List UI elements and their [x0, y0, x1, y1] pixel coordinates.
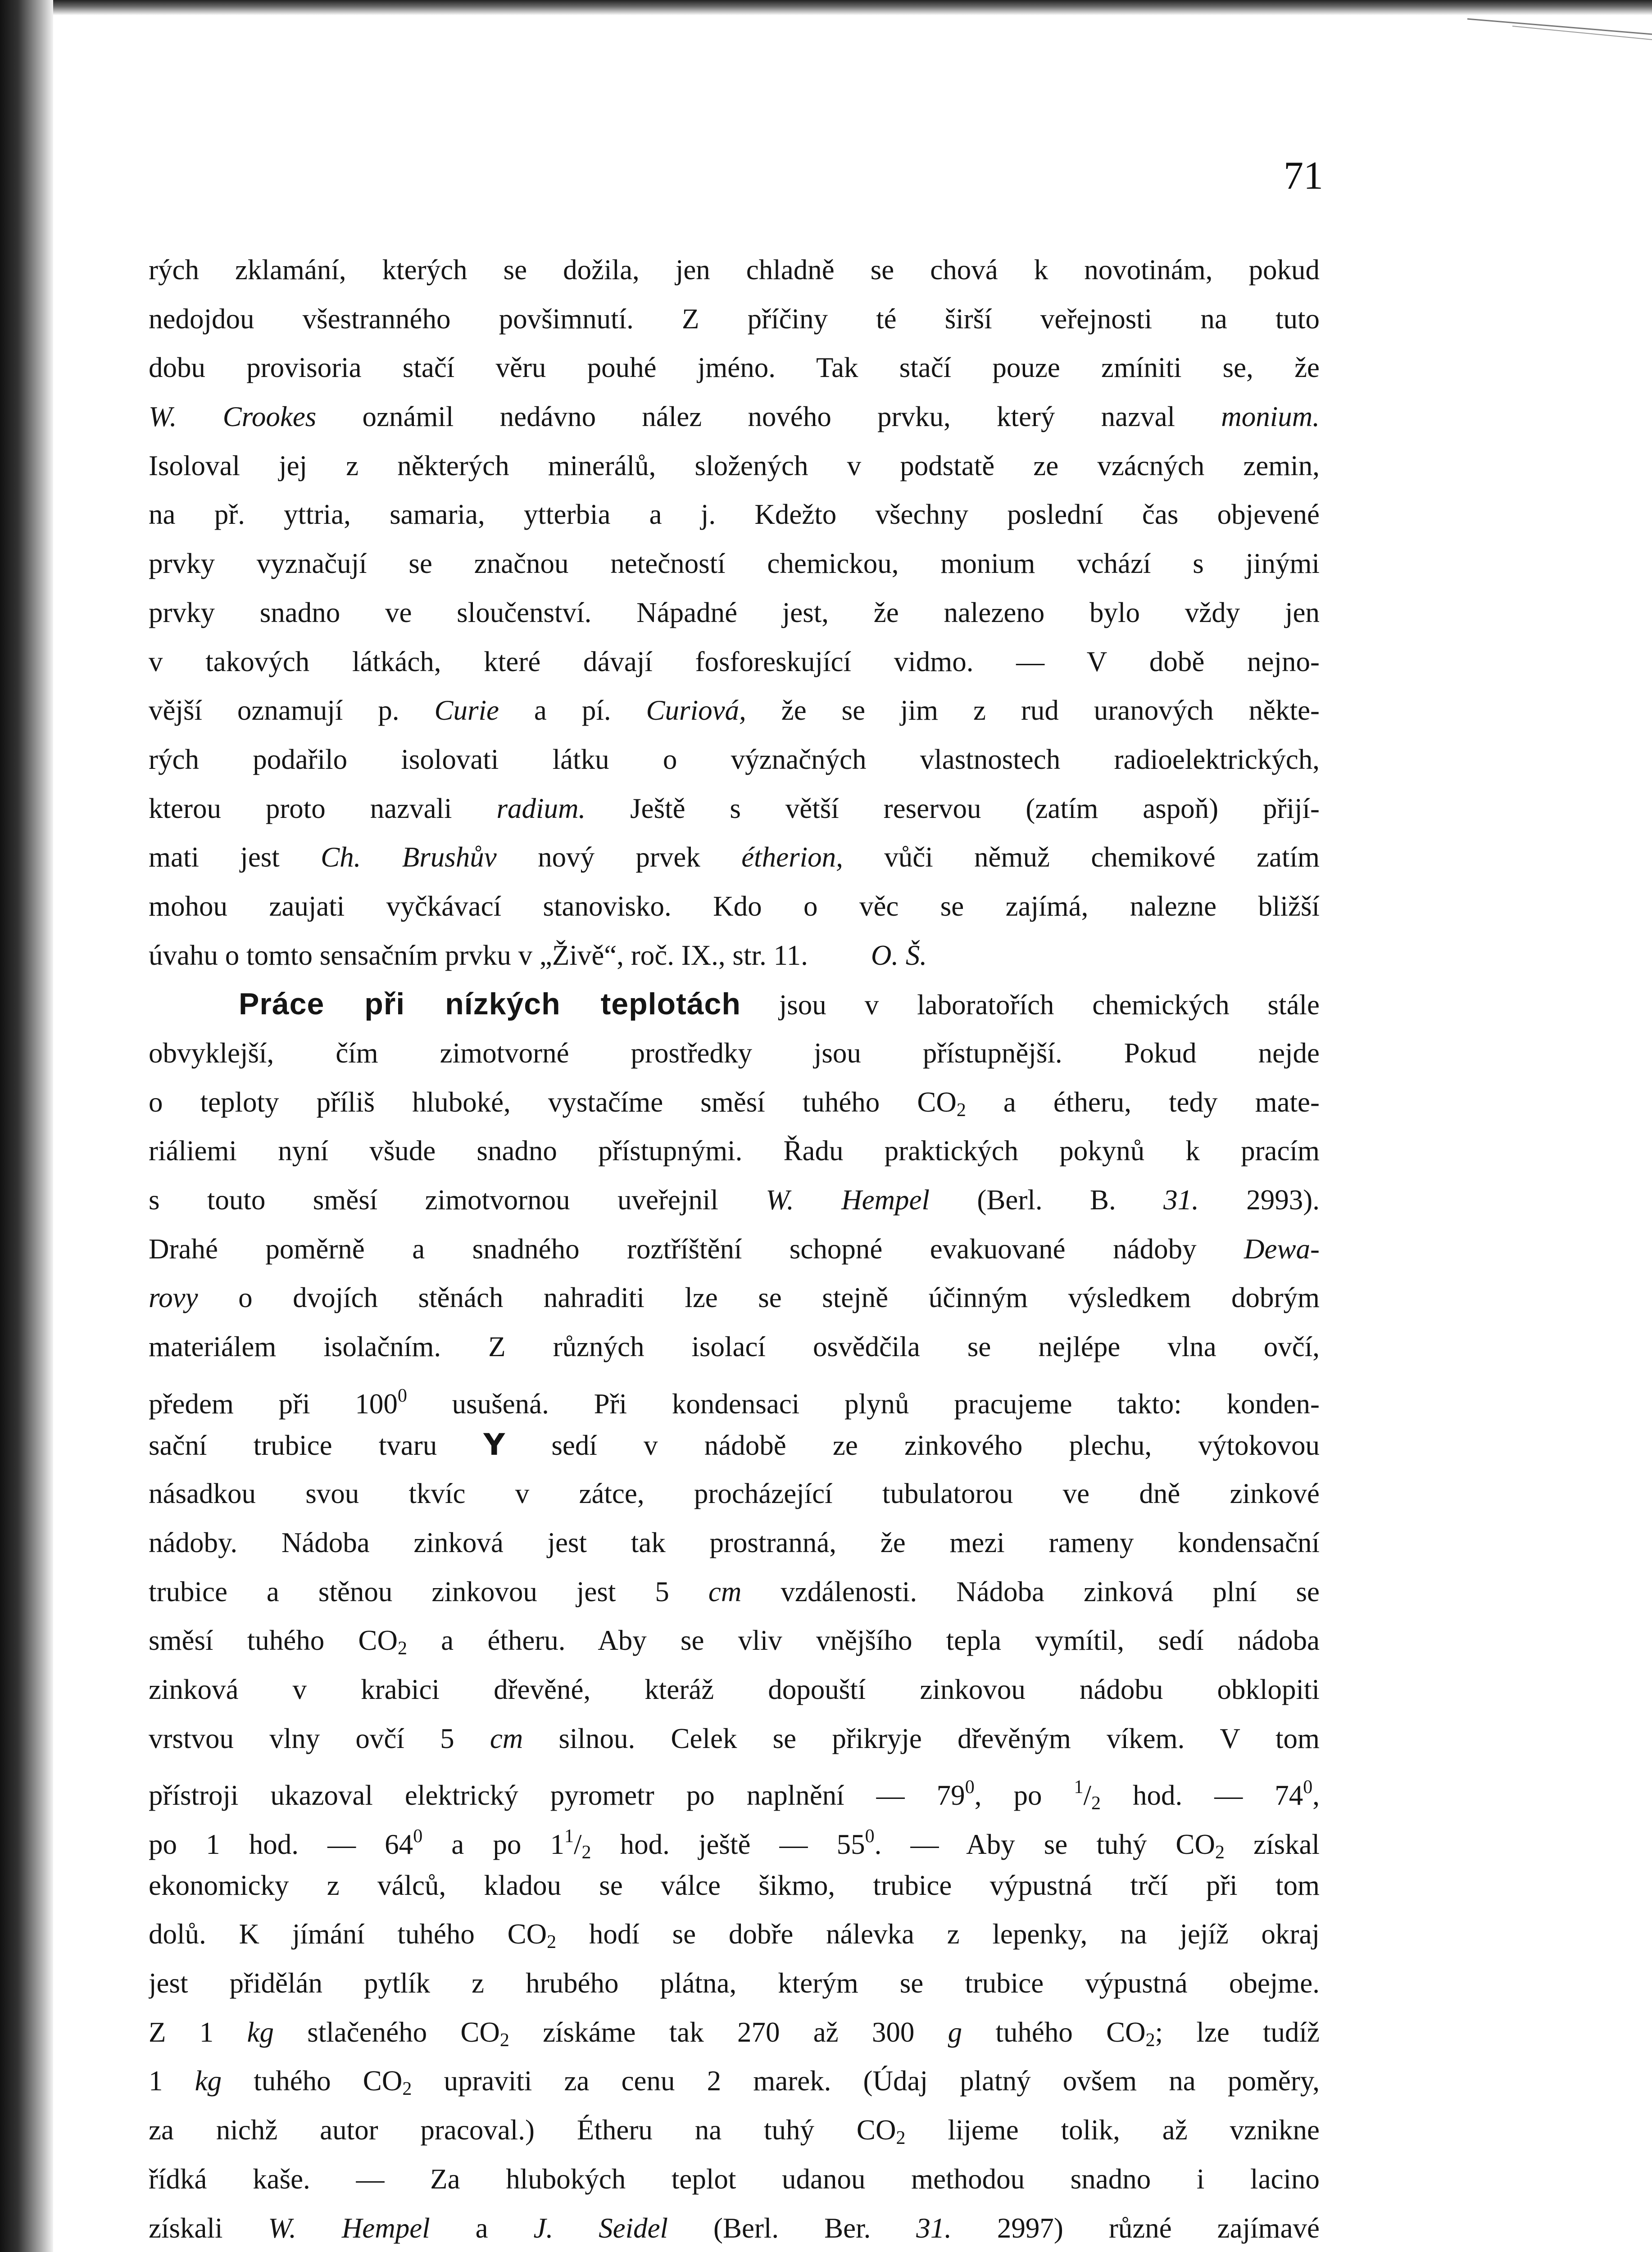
text-run: materiálem isolačním. Z různých isolací osvědčila se nejlépe vlna ovčí, [149, 1331, 1320, 1363]
text-run: 2 [1215, 1842, 1225, 1861]
text-run: na př. yttria, samaria, ytterbia a j. Kdežto všechny poslední čas objevené [149, 499, 1320, 531]
text-line [149, 1225, 1320, 1274]
text-run: étherion, [741, 841, 843, 873]
text-line [149, 686, 1320, 735]
text-run: 0 [965, 1777, 975, 1798]
text-run: o dvojích stěnách nahraditi lze se stejně účinným výsledkem dobrým [198, 1282, 1320, 1314]
text-run: 2 [397, 1638, 407, 1659]
scan-top-edge [53, 0, 1652, 15]
text-run: získal [1224, 1829, 1320, 1860]
text-line [149, 1126, 1320, 1176]
text-line [149, 931, 1320, 980]
text-run: a pí. [499, 695, 646, 726]
text-run: trubice a stěnou zinkovou jest 5 [149, 1575, 708, 1607]
text-run: rých podařilo isolovati látku o význačných vlastnostech radioelektrických, [149, 743, 1320, 775]
text-line [149, 1273, 1320, 1322]
text-run: , po [974, 1780, 1074, 1812]
text-run: nedojdou všestranného povšimnutí. Z příčiny té širší veřejnosti na tuto [149, 303, 1320, 335]
text-run: g [948, 2016, 962, 2048]
text-line [149, 1763, 1320, 1812]
text-run: v takových látkách, které dávají fosforeskující vidmo. — V době nejno- [149, 645, 1320, 677]
text-run: mohou zaujati vyčkávací stanovisko. Kdo o věc se zajímá, nalezne bližší [149, 890, 1320, 922]
text-line [149, 441, 1320, 490]
text-line [149, 1714, 1320, 1763]
text-line [149, 392, 1320, 441]
text-run: oznámil nedávno nález nového prvku, který nazval [316, 401, 1221, 433]
text-run: sační trubice tvaru [149, 1429, 484, 1461]
text-run: tuhého CO [222, 2065, 403, 2097]
text-run: jest přidělán pytlík z hrubého plátna, kterým se trubice výpustná obejme. [149, 1967, 1320, 1999]
text-run: předem při 100 [149, 1388, 398, 1420]
text-run: přístroji ukazoval elektrický pyrometr po naplnění — 79 [149, 1780, 965, 1812]
text-run: / [1083, 1780, 1091, 1812]
text-line [149, 1959, 1320, 2008]
text-run: Z 1 [149, 2016, 247, 2048]
text-run: / [573, 1829, 582, 1860]
text-run: dolů. K jímání tuhého CO [149, 1918, 547, 1950]
text-line [149, 1469, 1320, 1518]
text-run: vzdálenosti. Nádoba zinková plní se [741, 1575, 1320, 1607]
text-line [149, 1176, 1320, 1225]
text-run: Curiová, [646, 695, 746, 726]
text-run: nový prvek [496, 841, 742, 873]
text-run: řídká kaše. — Za hlubokých teplot udanou methodou snadno i lacino [149, 2163, 1320, 2195]
text-run: 0 [1303, 1777, 1313, 1798]
text-line [149, 1421, 1320, 1470]
text-run: rých zklamání, kterých se dožila, jen chladně se chová k novotinám, pokud [149, 254, 1320, 286]
body-text [149, 245, 1320, 2252]
text-line [149, 1371, 1320, 1421]
text-run: Isoloval jej z některých minerálů, složených v podstatě ze vzácných zemin, [149, 449, 1320, 481]
text-run: cm [490, 1722, 523, 1754]
text-run: rovy [149, 1282, 198, 1314]
text-run: s touto směsí zimotvornou uveřejnil [149, 1184, 766, 1216]
text-run: a [430, 2212, 534, 2244]
text-run: násadkou svou tkvíc v zátce, procházející tubulatorou ve dně zinkové [149, 1478, 1320, 1510]
text-run: 0 [413, 1826, 423, 1847]
text-run: úvahu o tomto sensačním prvku v „Živě“, roč. IX., str. 11. [149, 939, 808, 971]
text-run: 2 [896, 2128, 906, 2149]
text-run: Ch. Brushův [321, 841, 497, 873]
text-run: 2 [1145, 2030, 1155, 2051]
text-line [149, 980, 1320, 1029]
text-run: kterou proto nazvali [149, 792, 497, 824]
text-run: 2 [547, 1932, 557, 1953]
text-line [149, 2106, 1320, 2155]
text-run: dobu provisoria stačí věru pouhé jméno. Tak stačí pouze zmíniti se, že [149, 352, 1320, 384]
text-run: 31. [916, 2212, 952, 2244]
text-run: monium. [1221, 401, 1320, 433]
text-line [149, 882, 1320, 931]
text-run: a étheru. Aby se vliv vnějšího tepla vymítil, sedí nádoba [407, 1625, 1320, 1657]
text-run: obvyklejší, čím zimotvorné prostředky jsou přístupnější. Pokud nejde [149, 1037, 1320, 1069]
text-line [149, 539, 1320, 588]
text-run: ekonomicky z válců, kladou se válce šikmo, trubice výpustná trčí při tom [149, 1869, 1320, 1901]
text-line [149, 833, 1320, 882]
text-run: vrstvou vlny ovčí 5 [149, 1722, 490, 1754]
text-run: stlačeného CO [273, 2016, 500, 2048]
scan-corner-mark [1458, 15, 1652, 42]
text-run: zinková v krabici dřevěné, kteráž dopouští zinkovou nádobu obklopiti [149, 1673, 1320, 1705]
text-run: jsou v laboratořích chemických stále [740, 989, 1320, 1021]
text-run: cm [708, 1575, 742, 1607]
text-run: 31. [1163, 1184, 1199, 1216]
text-line [149, 588, 1320, 637]
text-run: a étheru, tedy mate- [966, 1086, 1320, 1118]
text-run: 0 [865, 1826, 875, 1847]
text-line [149, 1812, 1320, 1861]
text-line [149, 1078, 1320, 1127]
section-heading: Práce při nízkých teplotách [239, 987, 741, 1022]
text-line [149, 1910, 1320, 1959]
text-run: . — Aby se tuhý CO [874, 1829, 1215, 1860]
text-run: 2 [956, 1099, 966, 1121]
text-run: J. Seidel [533, 2212, 668, 2244]
text-line [149, 343, 1320, 392]
text-run: sedí v nádobě ze zinkového plechu, výtokovou [505, 1429, 1320, 1461]
text-run: usušená. Při kondensaci plynů pracujeme takto: konden- [407, 1388, 1320, 1420]
text-line [149, 735, 1320, 784]
scan-left-edge [0, 0, 53, 2252]
text-run: 2997) různé zajímavé [952, 2212, 1320, 2244]
text-run: 0 [397, 1385, 407, 1406]
text-run: vější oznamují p. [149, 695, 435, 726]
page-number: 71 [1284, 154, 1323, 198]
text-line [149, 2155, 1320, 2204]
text-run: kg [247, 2016, 274, 2048]
text-line [149, 490, 1320, 539]
text-run: 1 [149, 2065, 195, 2097]
text-run: W. Hempel [268, 2212, 430, 2244]
text-line [149, 1861, 1320, 1910]
text-line [149, 1322, 1320, 1371]
text-run: tuhého CO [962, 2016, 1146, 2048]
text-run: mati jest [149, 841, 321, 873]
text-run: prvky vyznačují se značnou netečností chemickou, monium vchází s jinými [149, 548, 1320, 580]
text-run: za nichž autor pracoval.) Étheru na tuhý CO [149, 2114, 896, 2146]
text-run: Curie [434, 695, 499, 726]
text-run: směsí tuhého CO [149, 1625, 398, 1657]
text-line [149, 245, 1320, 295]
text-run: W. Crookes [149, 401, 317, 433]
text-run: Dewa- [1244, 1233, 1320, 1265]
text-run: Y [483, 1427, 505, 1462]
text-run: prvky snadno ve sloučenství. Nápadné jest, že nalezeno bylo vždy jen [149, 596, 1320, 628]
text-line [149, 1616, 1320, 1665]
text-run: 2 [581, 1842, 591, 1861]
text-line [149, 1665, 1320, 1714]
text-run: že se jim z rud uranových někte- [746, 695, 1320, 726]
text-run: Drahé poměrně a snadného roztříštění schopné evakuované nádoby [149, 1233, 1244, 1265]
text-run: o teploty příliš hluboké, vystačíme směsí tuhého CO [149, 1086, 957, 1118]
text-run: 1 [1074, 1777, 1084, 1798]
text-line [149, 637, 1320, 686]
text-run: vůči němuž chemikové zatím [843, 841, 1320, 873]
text-run: získali [149, 2212, 268, 2244]
text-run: 2 [499, 2030, 509, 2051]
text-run: radium. [496, 792, 586, 824]
text-line [149, 2057, 1320, 2106]
text-line [149, 784, 1320, 833]
text-run: upraviti za cenu 2 marek. (Údaj platný ovšem na poměry, [412, 2065, 1320, 2097]
text-run: lijeme tolik, až vznikne [905, 2114, 1320, 2146]
text-run: silnou. Celek se přikryje dřevěným víkem. V tom [523, 1722, 1320, 1754]
text-run: a po 1 [422, 1829, 564, 1860]
text-run: nádoby. Nádoba zinková jest tak prostranná, že mezi rameny kondensační [149, 1526, 1320, 1558]
text-run: 2 [402, 2079, 412, 2100]
text-line [149, 1029, 1320, 1078]
text-run: W. Hempel [766, 1184, 930, 1216]
text-run: ; lze tudíž [1155, 2016, 1320, 2048]
text-run: (Berl. B. [930, 1184, 1164, 1216]
text-run: hod. — 74 [1100, 1780, 1303, 1812]
author-signature: O. Š. [871, 939, 927, 971]
text-run: 2993). [1198, 1184, 1320, 1216]
text-line [149, 1567, 1320, 1616]
text-run: (Berl. Ber. [668, 2212, 917, 2244]
text-run: získáme tak 270 až 300 [509, 2016, 948, 2048]
text-run: 2 [1091, 1793, 1101, 1812]
text-run: riáliemi nyní všude snadno přístupnými. Řadu praktických pokynů k pracím [149, 1135, 1320, 1167]
text-run: kg [195, 2065, 222, 2097]
text-line [149, 295, 1320, 344]
text-line [149, 1518, 1320, 1567]
text-run: hodí se dobře nálevka z lepenky, na jejíž okraj [556, 1918, 1320, 1950]
text-run: 1 [564, 1826, 574, 1847]
text-run: hod. ještě — 55 [591, 1829, 865, 1860]
text-run: Ještě s větší reservou (zatím aspoň) přijí- [585, 792, 1320, 824]
text-run: po 1 hod. — 64 [149, 1829, 413, 1860]
text-line [149, 2204, 1320, 2252]
text-line [149, 2008, 1320, 2057]
text-run: , [1312, 1780, 1320, 1812]
